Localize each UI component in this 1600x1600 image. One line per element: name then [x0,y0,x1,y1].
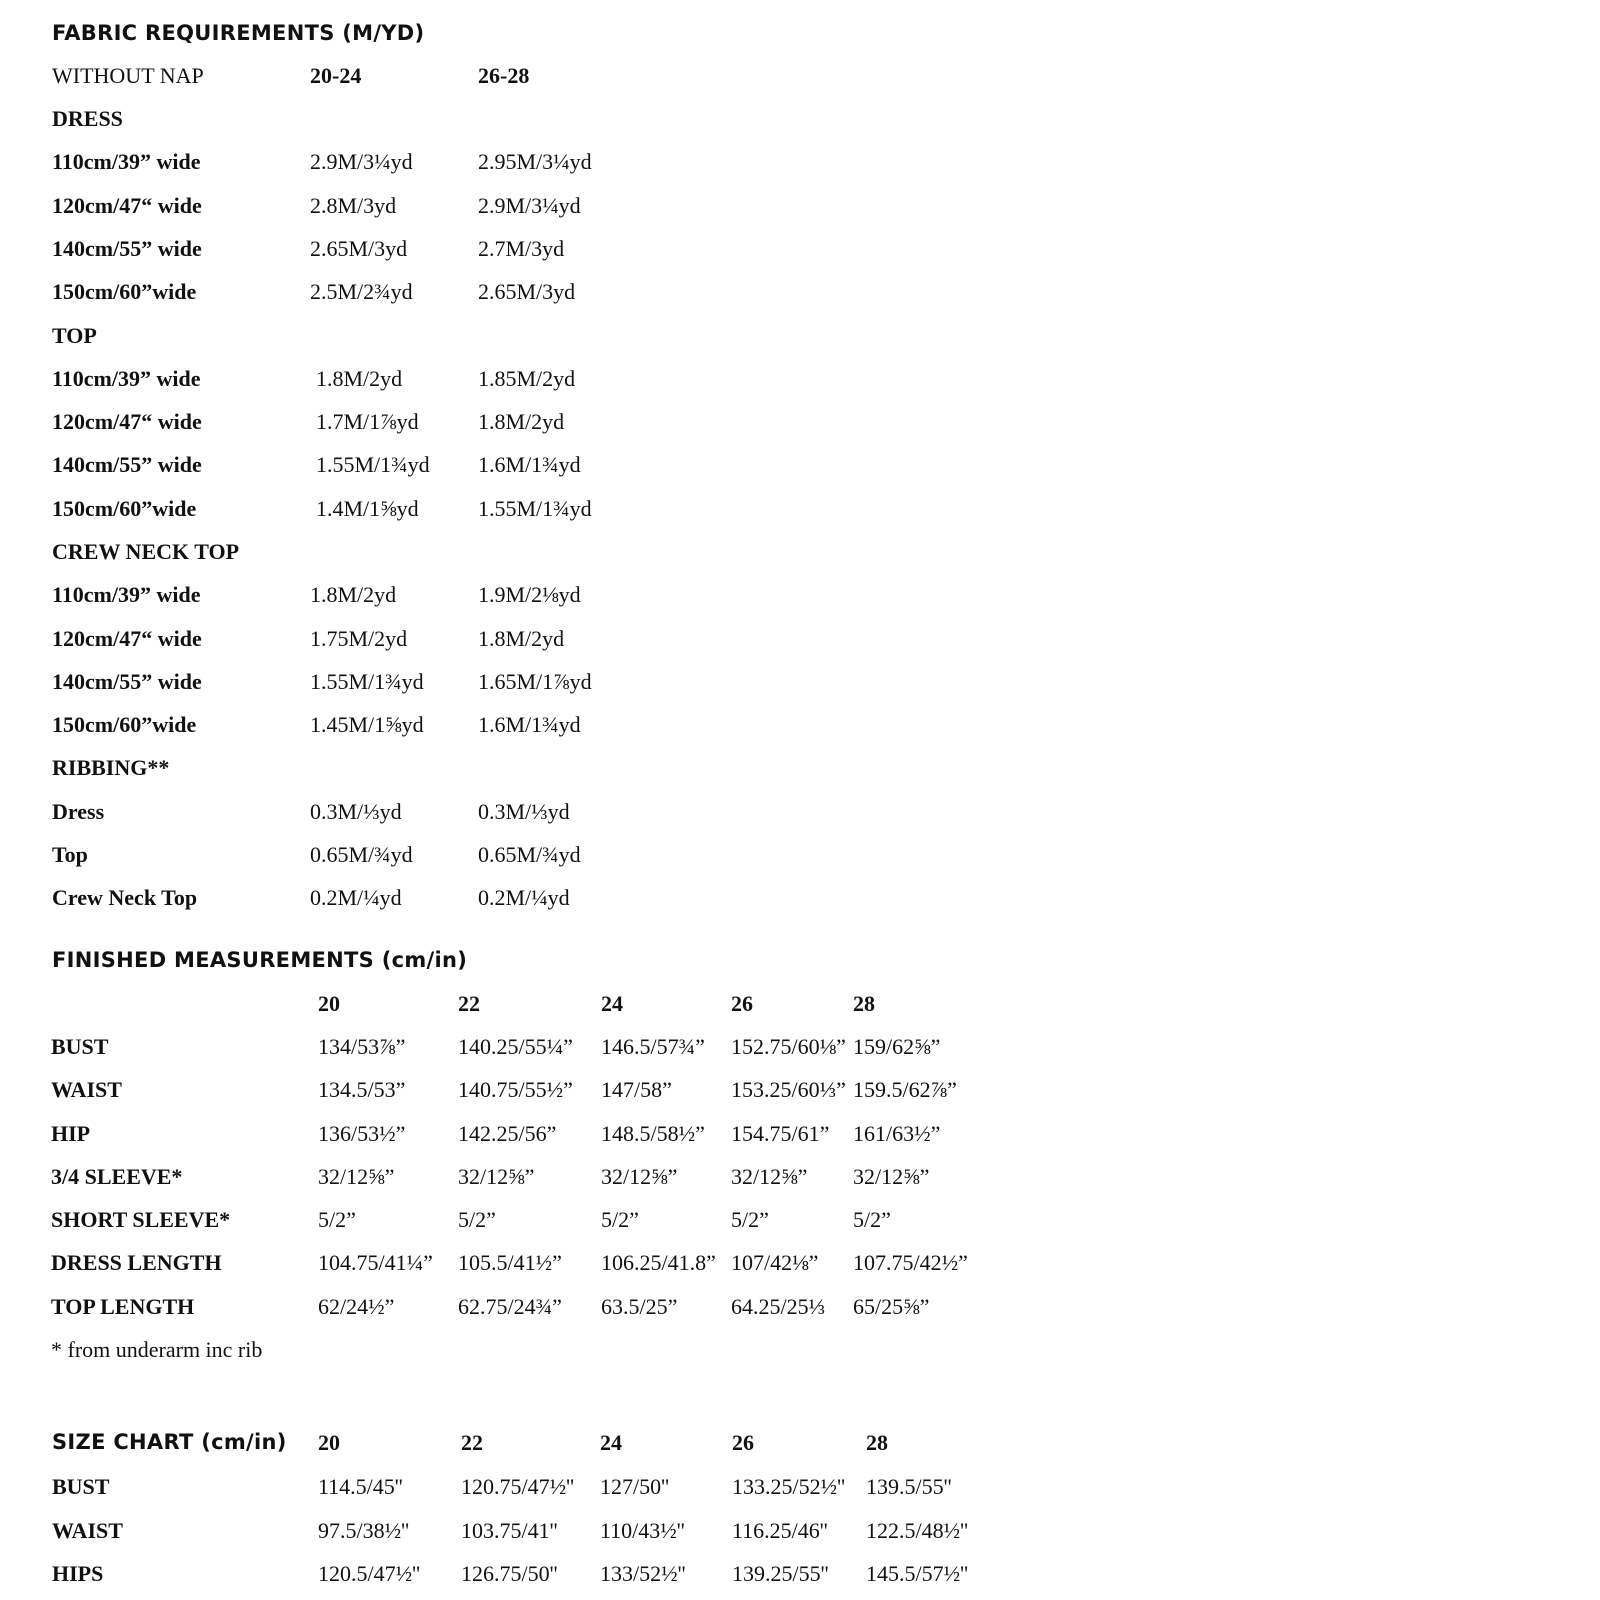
fabric-cell: 1.8M/2yd [316,366,403,391]
size-chart-row-label: BUST [52,1474,110,1499]
fabric-group-title: RIBBING** [52,755,170,780]
finished-cell: 107.75/42½” [853,1250,968,1275]
fabric-cell: 0.2M/¼yd [478,885,570,910]
finished-cell: 32/12⅝” [601,1164,678,1189]
finished-cell: 5/2” [601,1207,639,1232]
finished-cell: 5/2” [458,1207,496,1232]
fabric-cell: 1.9M/2⅛yd [478,582,581,607]
size-chart-cell: 116.25/46'' [732,1518,828,1543]
finished-cell: 153.25/60⅓” [731,1077,846,1102]
fabric-cell: 2.8M/3yd [310,193,397,218]
finished-size-header: 22 [458,991,480,1016]
fabric-cell: 1.8M/2yd [310,582,397,607]
fabric-cell: 0.65M/¾yd [478,842,581,867]
size-chart-size-header: 24 [600,1430,622,1455]
fabric-cell: 1.55M/1¾yd [310,669,424,694]
finished-row-label: WAIST [51,1077,122,1102]
fabric-cell: 2.9M/3¼yd [310,149,413,174]
fabric-cell: 1.4M/1⅝yd [316,496,419,521]
fabric-row-label: 150cm/60”wide [52,712,197,737]
size-chart-size-header: 28 [866,1430,888,1455]
finished-row-label: SHORT SLEEVE* [51,1207,231,1232]
fabric-cell: 1.6M/1¾yd [478,452,581,477]
finished-cell: 140.25/55¼” [458,1034,573,1059]
finished-cell: 5/2” [731,1207,769,1232]
fabric-header-label: WITHOUT NAP [52,63,204,88]
finished-cell: 104.75/41¼” [318,1250,433,1275]
fabric-cell: 0.3M/⅓yd [478,799,570,824]
finished-cell: 136/53½” [318,1121,406,1146]
fabric-header-size: 20-24 [310,63,362,88]
fabric-cell: 1.7M/1⅞yd [316,409,419,434]
finished-row-label: 3/4 SLEEVE* [51,1164,183,1189]
fabric-cell: 1.55M/1¾yd [316,452,430,477]
fabric-row-label: 150cm/60”wide [52,279,197,304]
finished-cell: 148.5/58½” [601,1121,705,1146]
fabric-group-title: DRESS [52,106,123,131]
size-chart-cell: 114.5/45'' [318,1474,403,1499]
finished-cell: 140.75/55½” [458,1077,573,1102]
fabric-row-label: 140cm/55” wide [52,236,202,261]
fabric-cell: 1.45M/1⅝yd [310,712,424,737]
fabric-row-label: Dress [52,799,105,824]
finished-footnote: * from underarm inc rib [51,1337,263,1362]
finished-row-label: HIP [51,1121,91,1146]
finished-cell: 152.75/60⅛” [731,1034,846,1059]
finished-cell: 5/2” [853,1207,891,1232]
section-title-size-chart: SIZE CHART (cm/in) [52,1430,287,1454]
size-chart-size-header: 20 [318,1430,340,1455]
finished-row-label: TOP LENGTH [51,1294,195,1319]
fabric-group-title: TOP [52,323,97,348]
fabric-cell: 1.85M/2yd [478,366,576,391]
fabric-cell: 1.55M/1¾yd [478,496,592,521]
fabric-cell: 2.95M/3¼yd [478,149,592,174]
fabric-row-label: 120cm/47“ wide [52,626,202,651]
finished-cell: 64.25/25⅓ [731,1294,826,1319]
fabric-cell: 2.65M/3yd [478,279,576,304]
fabric-cell: 0.2M/¼yd [310,885,402,910]
finished-row-label: BUST [51,1034,109,1059]
fabric-cell: 1.8M/2yd [478,626,565,651]
size-chart-cell: 97.5/38½'' [318,1518,410,1543]
fabric-cell: 0.3M/⅓yd [310,799,402,824]
finished-cell: 106.25/41.8” [601,1250,716,1275]
fabric-row-label: 150cm/60”wide [52,496,197,521]
finished-row-label: DRESS LENGTH [51,1250,222,1275]
fabric-header-size: 26-28 [478,63,530,88]
fabric-row-label: Top [52,842,88,867]
finished-cell: 32/12⅝” [853,1164,930,1189]
finished-cell: 62/24½” [318,1294,395,1319]
finished-cell: 32/12⅝” [458,1164,535,1189]
size-chart-cell: 133.25/52½'' [732,1474,846,1499]
fabric-cell: 1.65M/1⅞yd [478,669,592,694]
size-chart-cell: 122.5/48½'' [866,1518,969,1543]
fabric-row-label: 140cm/55” wide [52,452,202,477]
section-title-fabric: FABRIC REQUIREMENTS (M/YD) [52,21,425,45]
fabric-row-label: 120cm/47“ wide [52,193,202,218]
finished-cell: 65/25⅝” [853,1294,930,1319]
fabric-row-label: 110cm/39” wide [52,582,201,607]
finished-size-header: 20 [318,991,340,1016]
finished-cell: 63.5/25” [601,1294,678,1319]
size-chart-cell: 103.75/41'' [461,1518,558,1543]
finished-cell: 107/42⅛” [731,1250,819,1275]
fabric-row-label: 110cm/39” wide [52,366,201,391]
fabric-cell: 1.75M/2yd [310,626,408,651]
finished-size-header: 26 [731,991,753,1016]
fabric-cell: 2.65M/3yd [310,236,408,261]
size-chart-cell: 133/52½'' [600,1561,686,1586]
fabric-row-label: 120cm/47“ wide [52,409,202,434]
size-chart-cell: 126.75/50'' [461,1561,558,1586]
section-title-finished: FINISHED MEASUREMENTS (cm/in) [52,948,468,972]
finished-cell: 32/12⅝” [318,1164,395,1189]
size-chart-cell: 139.25/55'' [732,1561,829,1586]
fabric-cell: 1.8M/2yd [478,409,565,434]
size-chart-cell: 139.5/55'' [866,1474,952,1499]
finished-cell: 134/53⅞” [318,1034,406,1059]
size-chart-cell: 127/50'' [600,1474,670,1499]
size-chart-size-header: 22 [461,1430,483,1455]
fabric-cell: 1.6M/1¾yd [478,712,581,737]
size-chart-cell: 145.5/57½'' [866,1561,969,1586]
fabric-cell: 2.9M/3¼yd [478,193,581,218]
size-chart-row-label: WAIST [52,1518,123,1543]
fabric-row-label: 110cm/39” wide [52,149,201,174]
finished-cell: 159/62⅝” [853,1034,941,1059]
finished-cell: 62.75/24¾” [458,1294,562,1319]
fabric-cell: 2.5M/2¾yd [310,279,413,304]
finished-cell: 134.5/53” [318,1077,406,1102]
size-chart-row-label: HIPS [52,1561,104,1586]
finished-cell: 147/58” [601,1077,672,1102]
finished-cell: 154.75/61” [731,1121,830,1146]
finished-size-header: 24 [601,991,623,1016]
finished-cell: 142.25/56” [458,1121,557,1146]
fabric-group-title: CREW NECK TOP [52,539,240,564]
finished-cell: 32/12⅝” [731,1164,808,1189]
fabric-row-label: Crew Neck Top [52,885,198,910]
finished-size-header: 28 [853,991,875,1016]
size-chart-cell: 120.5/47½'' [318,1561,421,1586]
finished-cell: 161/63½” [853,1121,941,1146]
fabric-row-label: 140cm/55” wide [52,669,202,694]
fabric-cell: 0.65M/¾yd [310,842,413,867]
finished-cell: 105.5/41½” [458,1250,562,1275]
size-chart-cell: 110/43½'' [600,1518,685,1543]
size-chart-cell: 120.75/47½'' [461,1474,575,1499]
finished-cell: 159.5/62⅞” [853,1077,957,1102]
fabric-cell: 2.7M/3yd [478,236,565,261]
finished-cell: 5/2” [318,1207,356,1232]
finished-cell: 146.5/57¾” [601,1034,705,1059]
size-chart-size-header: 26 [732,1430,754,1455]
